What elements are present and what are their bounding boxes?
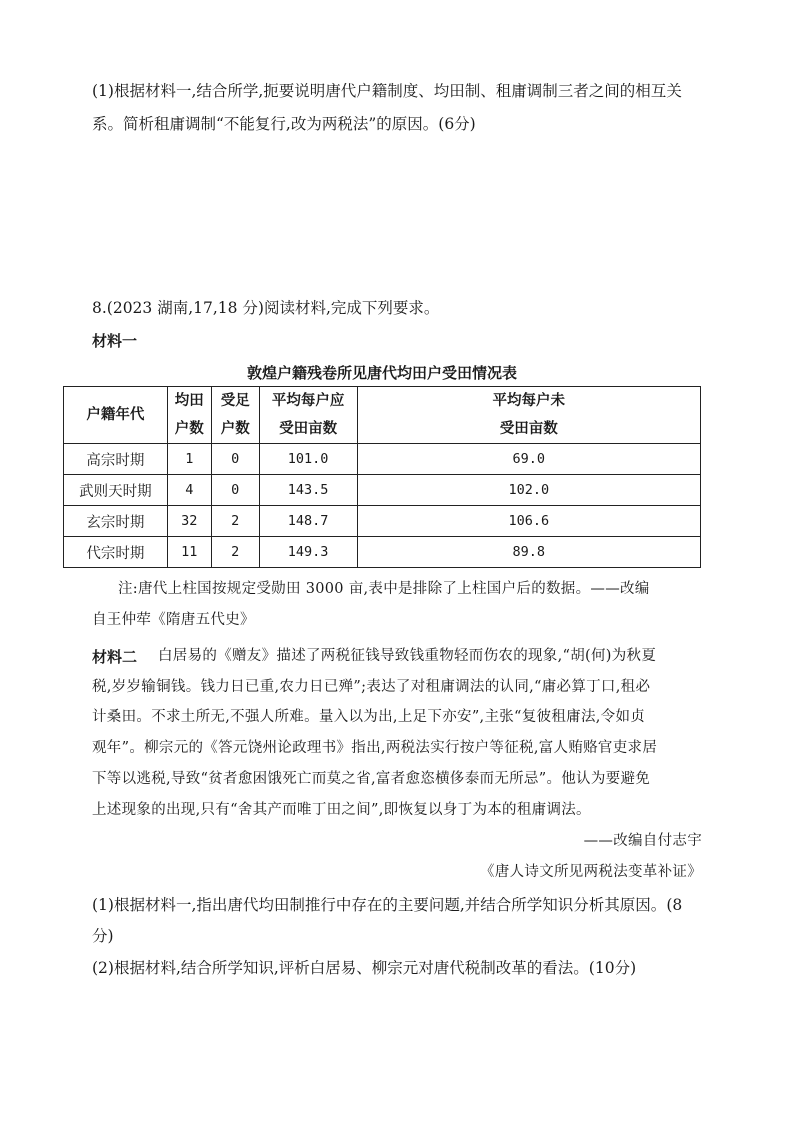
cell-households: 1 — [167, 444, 211, 475]
material2-line: 观年”。柳宗元的《答元饶州论政理书》指出,两税法实行按户等征税,富人贿赂官吏求居 — [92, 740, 658, 756]
header-year: 户籍年代 — [64, 387, 168, 444]
cell-due: 149.3 — [259, 537, 357, 568]
cell-households: 32 — [167, 506, 211, 537]
cell-full: 0 — [211, 475, 259, 506]
cell-full: 2 — [211, 506, 259, 537]
table-title: 敦煌户籍残卷所见唐代均田户受田情况表 — [246, 364, 517, 382]
cell-period: 玄宗时期 — [64, 506, 168, 537]
material2-line: 白居易的《赠友》描述了两税征钱导致钱重物轻而伤农的现象,“胡(何)为秋夏 — [158, 648, 657, 664]
table-row — [64, 475, 701, 506]
material1-label: 材料一 — [92, 332, 138, 350]
cell-households: 4 — [167, 475, 211, 506]
material2-line: 计桑田。不求土所无,不强人所难。量入以为出,上足下亦安”,主张“复彼租庸法,令如贞 — [92, 709, 646, 725]
land-allocation-table — [63, 386, 701, 568]
header-unallotted-acres: 平均每户未 受田亩数 — [357, 387, 700, 444]
table-row — [64, 506, 701, 537]
table-row — [64, 537, 701, 568]
cell-full: 2 — [211, 537, 259, 568]
table-header-row — [64, 387, 701, 444]
cell-due: 148.7 — [259, 506, 357, 537]
question-1-line2: 分) — [92, 927, 114, 945]
cell-unallotted: 106.6 — [357, 506, 700, 537]
header-due-acres: 平均每户应 受田亩数 — [259, 387, 357, 444]
header-full-allotment: 受足 户数 — [211, 387, 259, 444]
material2-line: 税,岁岁输铜钱。钱力日已重,农力日已殚”;表达了对租庸调法的认同,“庸必算丁口,租必 — [92, 679, 651, 695]
cell-due: 101.0 — [259, 444, 357, 475]
q7-part1-line1: (1)根据材料一,结合所学,扼要说明唐代户籍制度、均田制、租庸调制三者之间的相互关 — [92, 82, 682, 100]
cell-due: 143.5 — [259, 475, 357, 506]
question-2: (2)根据材料,结合所学知识,评析白居易、柳宗元对唐代税制改革的看法。(10分) — [92, 959, 637, 977]
cell-unallotted: 102.0 — [357, 475, 700, 506]
source-line2: 《唐人诗文所见两税法变革补证》 — [480, 864, 702, 880]
cell-unallotted: 69.0 — [357, 444, 700, 475]
table-note-line1: 注:唐代上柱国按规定受勋田 3000 亩,表中是排除了上柱国户后的数据。——改编 — [118, 581, 650, 597]
q7-part1-line2: 系。简析租庸调制“不能复行,改为两税法”的原因。(6分) — [92, 115, 476, 133]
cell-unallotted: 89.8 — [357, 537, 700, 568]
source-line1: ——改编自付志宇 — [583, 833, 702, 849]
cell-households: 11 — [167, 537, 211, 568]
q8-header: 8.(2023 湖南,17,18 分)阅读材料,完成下列要求。 — [92, 299, 440, 317]
table-row — [64, 444, 701, 475]
cell-full: 0 — [211, 444, 259, 475]
header-households: 均田 户数 — [167, 387, 211, 444]
cell-period: 代宗时期 — [64, 537, 168, 568]
question-1-line1: (1)根据材料一,指出唐代均田制推行中存在的主要问题,并结合所学知识分析其原因。(8 — [92, 896, 683, 914]
table-note-line2: 自王仲荦《隋唐五代史》 — [92, 612, 255, 628]
cell-period: 武则天时期 — [64, 475, 168, 506]
material2-line: 下等以逃税,导致“贫者愈困饿死亡而莫之省,富者愈恣横侈泰而无所忌”。他认为要避免 — [92, 771, 651, 787]
material2-line: 上述现象的出现,只有“舍其产而唯丁田之间”,即恢复以身丁为本的租庸调法。 — [92, 802, 591, 818]
material2-label: 材料二 — [92, 648, 138, 666]
cell-period: 高宗时期 — [64, 444, 168, 475]
